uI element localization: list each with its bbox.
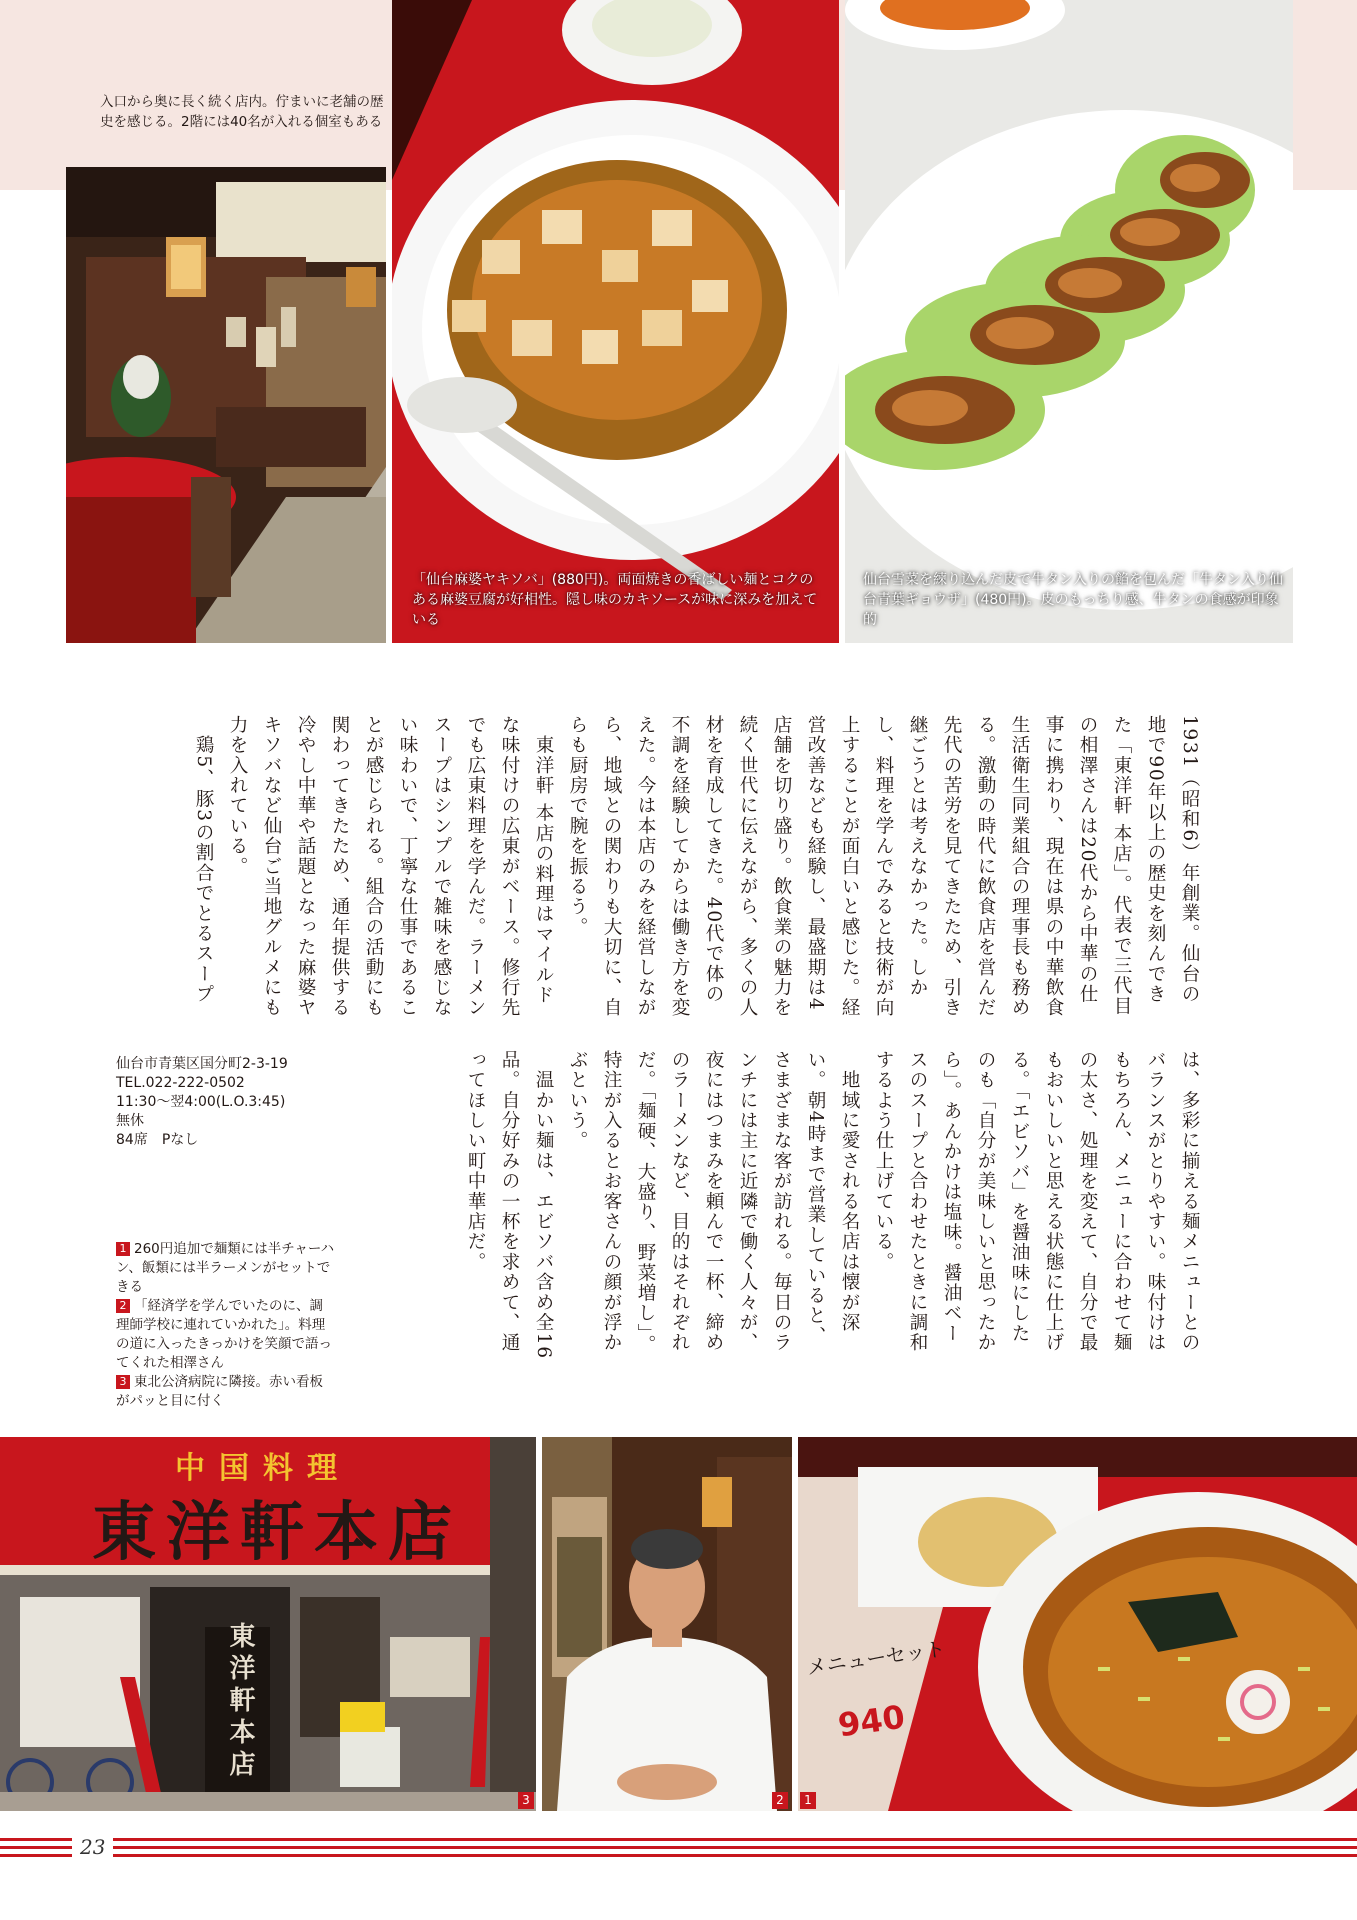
shop-holiday: 無休 (116, 1113, 144, 1129)
interior-caption: 入口から奥に長く続く店内。佇まいに老舗の歴史を感じる。2階には40名が入れる個室もある (100, 94, 384, 130)
ramen-set-photo (798, 1437, 1357, 1811)
yakisoba-caption: 「仙台麻婆ヤキソバ」(880円)。両面焼きの香ばしい麺とコクのある麻婆豆腐が好相性。隠し味のカキソースが味に深みを加えている (412, 572, 818, 628)
note-number: 2 (116, 1299, 130, 1313)
note-item (116, 1297, 336, 1373)
page-number: 23 (72, 1835, 113, 1859)
interior-photo (66, 167, 386, 643)
footer-rule-top (0, 1838, 1357, 1841)
note-text: 260円追加で麺類には半チャーハン、飯類には半ラーメンがセットできる (116, 1241, 335, 1295)
sign-main-text: 東洋軒本店 (92, 1495, 462, 1570)
sign-vertical-text: 東洋軒本店 (225, 1622, 255, 1782)
note-item (116, 1240, 336, 1297)
gyoza-caption: 仙台雪菜を練り込んだ皮で牛タン入りの餡を包んだ「牛タン入り仙台青葉ギョウザ」(480円)。皮のもっちり感、牛タンの食感が印象的 (863, 572, 1283, 628)
note-number: 3 (116, 1375, 130, 1389)
gyoza-photo (845, 0, 1293, 643)
photo-badge-3: 3 (518, 1792, 534, 1809)
note-number: 1 (116, 1242, 130, 1256)
photo-badge-1: 1 (800, 1792, 816, 1809)
yakisoba-photo (392, 0, 839, 643)
note-text: 「経済学を学んでいたのに、調理師学校に連れていかれた」。料理の道に入ったきっかけを笑顔で語ってくれた相澤さん (116, 1298, 332, 1371)
shop-tel: TEL.022-222-0502 (116, 1075, 245, 1091)
note-item (116, 1373, 336, 1411)
photo-notes (116, 1240, 336, 1411)
set-sign-label: メニューセット (805, 1636, 947, 1680)
shop-info (116, 1055, 346, 1150)
shop-seats: 84席 Pなし (116, 1132, 199, 1148)
photo-badge-2: 2 (772, 1792, 788, 1809)
article-column-left: は、多彩に揃える麺メニューとのバランスがとりやすい。味付けはもちろん、メニューに合わせて麺の太さ、処理を変えて、自分で最もおいしいと思える状態に仕上げる。「エビソバ」を醤油味にしたのも「自分が美味しいと思ったから」。あんかけは塩味。醤油ベースのスープと合わせたときに調和するよう仕上げている。 地域に愛される名店は懐が深い。朝4時まで営業していると、さまざまな客が訪れる。毎日のランチには主に近隣で働く人々が、夜にはつまみを頼んで一杯、締めのラーメンなど、目的はそれぞれだ。「麺硬、大盛り、野菜増し」。特注が入るとお客さんの顔が浮かぶという。 温かい麺は、エビソバ含め全16品。自分好みの一杯を求めて、通ってほしい町中華店だ。 (465, 1050, 1200, 1360)
sign-small-text: 中国料理 (175, 1451, 351, 1486)
shop-address: 仙台市青葉区国分町2-3-19 (116, 1056, 288, 1072)
note-text: 東北公済病院に隣接。赤い看板がパッと目に付く (116, 1374, 323, 1409)
chef-photo (542, 1437, 792, 1811)
footer-rule-middle (0, 1846, 1357, 1849)
set-sign-price: 940 (835, 1697, 908, 1745)
shop-hours: 11:30〜翌4:00(L.O.3:45) (116, 1094, 286, 1110)
footer-rule-bottom (0, 1854, 1357, 1857)
storefront-photo (0, 1437, 536, 1811)
article-column-right: 1931（昭和6）年創業。仙台の地で90年以上の歴史を刻んできた「東洋軒 本店」。代表で三代目の相澤さんは20代から中華の仕事に携わり、現在は県の中華飲食生活衛生同業組合の理事長も務める。激動の時代に飲食店を営んだ先代の苦労を見てきたため、引き継ごうとは考えなかった。しかし、料理を学んでみると技術が向上することが面白いと感じた。経営改善なども経験し、最盛期は4店舗を切り盛り。飲食業の魅力を続く世代に伝えながら、多くの人材を育成してきた。40代で体の不調を経験してからは働き方を変えた。今は本店のみを経営しながら、地域との関わりも大切に、自らも厨房で腕を振るう。 東洋軒 本店の料理はマイルドな味付けの広東がベース。修行先でも広東料理を学んだ。ラーメンスープはシンプルで雑味を感じない味わいで、丁寧な仕事であることが感じられる。組合の活動にも関わってきたため、通年提供する冷やし中華や話題となった麻婆ヤキソバなど仙台ご当地グルメにも力を入れている。 鶏5、豚3の割合でとるスープ (193, 715, 1200, 1018)
